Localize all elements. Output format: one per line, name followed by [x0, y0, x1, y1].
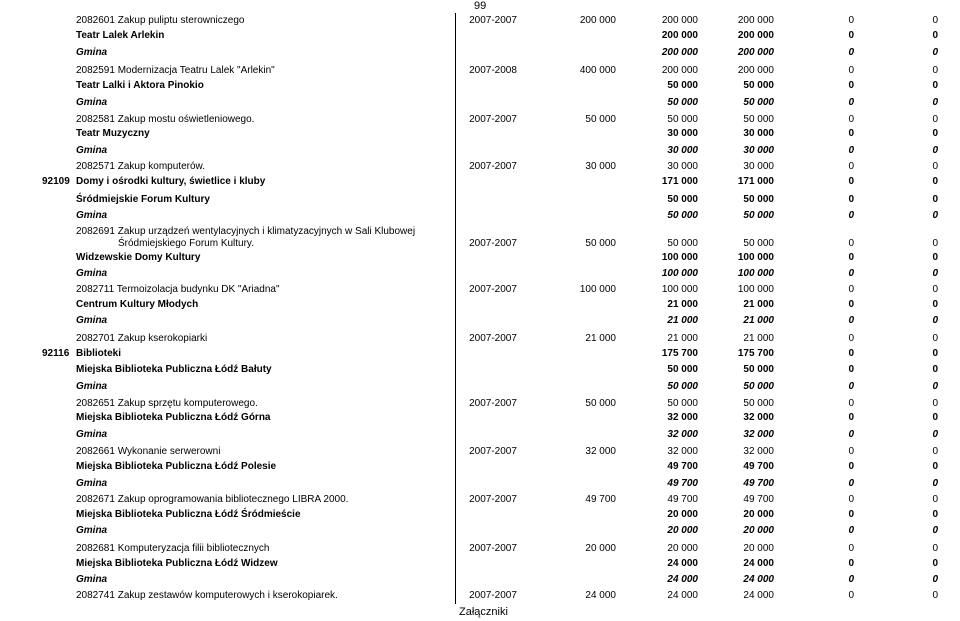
unit-row: [0, 460, 960, 474]
total-cost-cell: 200 000: [579, 15, 616, 26]
value-cell-4: 0: [932, 97, 938, 108]
value-cell-3: 0: [848, 364, 854, 375]
value-cell-2: 24 000: [743, 590, 774, 601]
value-cell-1: 24 000: [667, 558, 698, 569]
project-row: [0, 589, 960, 603]
value-cell-3: 0: [848, 47, 854, 58]
project-description: 2082701 Zakup kserokopiarki: [76, 333, 208, 344]
period-cell: 2007-2007: [469, 543, 517, 554]
value-cell-2: 50 000: [743, 97, 774, 108]
row-label: Miejska Biblioteka Publiczna Łódź Górna: [76, 412, 271, 423]
value-cell-1: 50 000: [667, 97, 698, 108]
value-cell-1: 50 000: [667, 238, 698, 249]
value-cell-4: 0: [932, 494, 938, 505]
value-cell-3: 0: [848, 176, 854, 187]
row-label: Teatr Muzyczny: [76, 128, 150, 139]
row-label: Biblioteki: [76, 348, 122, 359]
period-cell: 2007-2007: [469, 114, 517, 125]
gmina-row: [0, 477, 960, 491]
value-cell-3: 0: [848, 299, 854, 310]
value-cell-3: 0: [848, 15, 854, 26]
total-cost-cell: 49 700: [585, 494, 616, 505]
unit-row: [0, 363, 960, 377]
value-cell-3: 0: [848, 194, 854, 205]
row-label: Gmina: [76, 210, 108, 221]
gmina-row: [0, 144, 960, 158]
value-cell-4: 0: [932, 446, 938, 457]
gmina-row: [0, 46, 960, 60]
value-cell-1: 24 000: [667, 590, 698, 601]
value-cell-2: 171 000: [737, 176, 774, 187]
project-description: 2082741 Zakup zestawów komputerowych i kserokopiarek.: [76, 590, 338, 601]
value-cell-1: 50 000: [667, 80, 698, 91]
value-cell-4: 0: [932, 525, 938, 536]
project-description: 2082691 Zakup urządzeń wentylacyjnych i klimatyzacyjnych w Sali Klubowej: [76, 226, 416, 237]
row-label: Śródmiejskie Forum Kultury: [76, 194, 210, 205]
total-cost-cell: 32 000: [585, 446, 616, 457]
value-cell-3: 0: [848, 252, 854, 263]
value-cell-2: 21 000: [743, 333, 774, 344]
project-row: [0, 14, 960, 28]
value-cell-2: 24 000: [743, 574, 774, 585]
value-cell-2: 50 000: [743, 381, 774, 392]
value-cell-3: 0: [848, 478, 854, 489]
project-row: [0, 542, 960, 556]
value-cell-2: 21 000: [743, 299, 774, 310]
value-cell-4: 0: [932, 210, 938, 221]
period-cell: 2007-2007: [469, 398, 517, 409]
row-label: Teatr Lalki i Aktora Pinokio: [76, 80, 204, 91]
value-cell-2: 32 000: [743, 429, 774, 440]
total-cost-cell: 30 000: [585, 161, 616, 172]
value-cell-3: 0: [848, 525, 854, 536]
value-cell-3: 0: [848, 315, 854, 326]
section-code: 92116: [42, 348, 70, 359]
value-cell-4: 0: [932, 252, 938, 263]
value-cell-1: 171 000: [661, 176, 698, 187]
value-cell-2: 200 000: [737, 30, 774, 41]
value-cell-1: 200 000: [661, 47, 698, 58]
row-label: Gmina: [76, 525, 108, 536]
total-cost-cell: 50 000: [585, 238, 616, 249]
project-row: [0, 332, 960, 346]
project-description: 2082711 Termoizolacja budynku DK "Ariadna": [76, 284, 280, 295]
value-cell-4: 0: [932, 364, 938, 375]
value-cell-1: 100 000: [661, 268, 698, 279]
project-row: [0, 445, 960, 459]
gmina-row: [0, 267, 960, 281]
total-cost-cell: 50 000: [585, 398, 616, 409]
row-label: Gmina: [76, 268, 108, 279]
value-cell-1: 20 000: [667, 509, 698, 520]
value-cell-1: 50 000: [667, 210, 698, 221]
value-cell-3: 0: [848, 543, 854, 554]
page-footer: Załączniki: [459, 606, 508, 618]
unit-row: [0, 251, 960, 265]
section-code: 92109: [42, 176, 70, 187]
value-cell-2: 50 000: [743, 114, 774, 125]
value-cell-1: 21 000: [667, 299, 698, 310]
value-cell-3: 0: [848, 268, 854, 279]
value-cell-1: 30 000: [667, 128, 698, 139]
row-label: Gmina: [76, 478, 108, 489]
value-cell-2: 50 000: [743, 238, 774, 249]
project-row: [0, 397, 960, 411]
period-cell: 2007-2007: [469, 333, 517, 344]
value-cell-2: 49 700: [743, 461, 774, 472]
row-label: Gmina: [76, 97, 108, 108]
project-description: 2082601 Zakup puliptu sterowniczego: [76, 15, 245, 26]
period-cell: 2007-2007: [469, 161, 517, 172]
value-cell-4: 0: [932, 543, 938, 554]
total-cost-cell: 21 000: [585, 333, 616, 344]
value-cell-4: 0: [932, 268, 938, 279]
project-description: 2082591 Modernizacja Teatru Lalek "Arlekin": [76, 65, 275, 76]
value-cell-2: 20 000: [743, 509, 774, 520]
row-label: Gmina: [76, 429, 108, 440]
project-description: 2082681 Komputeryzacja filii bibliotecznych: [76, 543, 270, 554]
value-cell-3: 0: [848, 30, 854, 41]
row-label: Miejska Biblioteka Publiczna Łódź Śródmieście: [76, 509, 301, 520]
value-cell-1: 200 000: [661, 30, 698, 41]
value-cell-3: 0: [848, 494, 854, 505]
value-cell-4: 0: [932, 65, 938, 76]
project-row: [0, 160, 960, 174]
value-cell-3: 0: [848, 128, 854, 139]
value-cell-4: 0: [932, 558, 938, 569]
value-cell-1: 100 000: [661, 252, 698, 263]
value-cell-4: 0: [932, 15, 938, 26]
value-cell-4: 0: [932, 80, 938, 91]
value-cell-1: 100 000: [661, 284, 698, 295]
value-cell-2: 100 000: [737, 284, 774, 295]
value-cell-4: 0: [932, 398, 938, 409]
project-description: 2082571 Zakup komputerów.: [76, 161, 205, 172]
project-row: [0, 283, 960, 297]
unit-row: [0, 557, 960, 571]
value-cell-2: 32 000: [743, 446, 774, 457]
value-cell-4: 0: [932, 128, 938, 139]
value-cell-1: 32 000: [667, 412, 698, 423]
row-label: Centrum Kultury Młodych: [76, 299, 199, 310]
value-cell-2: 20 000: [743, 543, 774, 554]
value-cell-1: 30 000: [667, 145, 698, 156]
total-cost-cell: 24 000: [585, 590, 616, 601]
value-cell-3: 0: [848, 590, 854, 601]
value-cell-3: 0: [848, 114, 854, 125]
gmina-row: [0, 209, 960, 223]
gmina-row: [0, 573, 960, 587]
value-cell-1: 21 000: [667, 315, 698, 326]
unit-row: [0, 29, 960, 43]
value-cell-3: 0: [848, 381, 854, 392]
project-row: [0, 113, 960, 127]
project-row: [0, 225, 960, 253]
period-cell: 2007-2007: [469, 238, 517, 249]
value-cell-4: 0: [932, 145, 938, 156]
value-cell-3: 0: [848, 446, 854, 457]
value-cell-1: 24 000: [667, 574, 698, 585]
project-row: [0, 493, 960, 507]
value-cell-2: 200 000: [737, 65, 774, 76]
value-cell-4: 0: [932, 348, 938, 359]
value-cell-4: 0: [932, 30, 938, 41]
row-label: Widzewskie Domy Kultury: [76, 252, 201, 263]
value-cell-2: 50 000: [743, 398, 774, 409]
gmina-row: [0, 428, 960, 442]
period-cell: 2007-2007: [469, 15, 517, 26]
value-cell-2: 24 000: [743, 558, 774, 569]
value-cell-4: 0: [932, 284, 938, 295]
row-label: Miejska Biblioteka Publiczna Łódź Widzew: [76, 558, 278, 569]
value-cell-3: 0: [848, 509, 854, 520]
value-cell-2: 49 700: [743, 494, 774, 505]
row-label: Miejska Biblioteka Publiczna Łódź Polesie: [76, 461, 277, 472]
value-cell-3: 0: [848, 97, 854, 108]
period-cell: 2007-2007: [469, 284, 517, 295]
value-cell-4: 0: [932, 574, 938, 585]
row-label: Gmina: [76, 315, 108, 326]
value-cell-4: 0: [932, 194, 938, 205]
value-cell-2: 30 000: [743, 128, 774, 139]
period-cell: 2007-2007: [469, 590, 517, 601]
value-cell-1: 50 000: [667, 398, 698, 409]
value-cell-1: 20 000: [667, 543, 698, 554]
value-cell-4: 0: [932, 299, 938, 310]
total-cost-cell: 50 000: [585, 114, 616, 125]
value-cell-4: 0: [932, 381, 938, 392]
value-cell-4: 0: [932, 47, 938, 58]
row-label: Gmina: [76, 47, 108, 58]
value-cell-2: 49 700: [743, 478, 774, 489]
value-cell-2: 200 000: [737, 47, 774, 58]
value-cell-2: 50 000: [743, 194, 774, 205]
value-cell-3: 0: [848, 574, 854, 585]
value-cell-3: 0: [848, 398, 854, 409]
row-label: Gmina: [76, 381, 108, 392]
value-cell-3: 0: [848, 461, 854, 472]
unit-row: [0, 193, 960, 207]
period-cell: 2007-2007: [469, 446, 517, 457]
page-number: 99: [474, 0, 487, 12]
value-cell-3: 0: [848, 145, 854, 156]
value-cell-3: 0: [848, 348, 854, 359]
value-cell-1: 50 000: [667, 114, 698, 125]
value-cell-2: 175 700: [737, 348, 774, 359]
value-cell-1: 49 700: [667, 478, 698, 489]
value-cell-4: 0: [932, 238, 938, 249]
value-cell-1: 200 000: [661, 65, 698, 76]
value-cell-1: 50 000: [667, 381, 698, 392]
value-cell-1: 50 000: [667, 194, 698, 205]
value-cell-2: 32 000: [743, 412, 774, 423]
value-cell-2: 100 000: [737, 252, 774, 263]
value-cell-3: 0: [848, 210, 854, 221]
value-cell-4: 0: [932, 509, 938, 520]
value-cell-3: 0: [848, 429, 854, 440]
value-cell-2: 30 000: [743, 145, 774, 156]
value-cell-4: 0: [932, 333, 938, 344]
row-label: Teatr Lalek Arlekin: [76, 30, 165, 41]
value-cell-3: 0: [848, 284, 854, 295]
value-cell-2: 21 000: [743, 315, 774, 326]
value-cell-2: 20 000: [743, 525, 774, 536]
project-description: 2082661 Wykonanie serwerowni: [76, 446, 221, 457]
gmina-row: [0, 380, 960, 394]
value-cell-1: 21 000: [667, 333, 698, 344]
value-cell-4: 0: [932, 114, 938, 125]
value-cell-4: 0: [932, 590, 938, 601]
row-label: Gmina: [76, 574, 108, 585]
section-row: [0, 175, 960, 189]
value-cell-2: 100 000: [737, 268, 774, 279]
gmina-row: [0, 96, 960, 110]
value-cell-4: 0: [932, 176, 938, 187]
value-cell-2: 50 000: [743, 80, 774, 91]
period-cell: 2007-2008: [469, 65, 517, 76]
row-label: Gmina: [76, 145, 108, 156]
value-cell-3: 0: [848, 558, 854, 569]
value-cell-2: 30 000: [743, 161, 774, 172]
value-cell-3: 0: [848, 412, 854, 423]
value-cell-3: 0: [848, 161, 854, 172]
value-cell-1: 200 000: [661, 15, 698, 26]
value-cell-3: 0: [848, 80, 854, 91]
value-cell-3: 0: [848, 333, 854, 344]
value-cell-4: 0: [932, 461, 938, 472]
value-cell-1: 30 000: [667, 161, 698, 172]
value-cell-4: 0: [932, 478, 938, 489]
total-cost-cell: 400 000: [579, 65, 616, 76]
value-cell-1: 50 000: [667, 364, 698, 375]
section-row: [0, 347, 960, 361]
value-cell-3: 0: [848, 238, 854, 249]
unit-row: [0, 298, 960, 312]
value-cell-4: 0: [932, 412, 938, 423]
row-label: Miejska Biblioteka Publiczna Łódź Bałuty: [76, 364, 272, 375]
unit-row: [0, 79, 960, 93]
value-cell-4: 0: [932, 429, 938, 440]
value-cell-1: 32 000: [667, 429, 698, 440]
row-label: Domy i ośrodki kultury, świetlice i kluby: [76, 176, 266, 187]
value-cell-4: 0: [932, 161, 938, 172]
value-cell-1: 49 700: [667, 461, 698, 472]
total-cost-cell: 100 000: [579, 284, 616, 295]
value-cell-2: 200 000: [737, 15, 774, 26]
unit-row: [0, 411, 960, 425]
unit-row: [0, 508, 960, 522]
value-cell-1: 32 000: [667, 446, 698, 457]
project-row: [0, 64, 960, 78]
project-description: 2082581 Zakup mostu oświetleniowego.: [76, 114, 255, 125]
total-cost-cell: 20 000: [585, 543, 616, 554]
gmina-row: [0, 524, 960, 538]
value-cell-4: 0: [932, 315, 938, 326]
project-description: 2082671 Zakup oprogramowania bibliotecznego LIBRA 2000.: [76, 494, 349, 505]
value-cell-2: 50 000: [743, 364, 774, 375]
period-cell: 2007-2007: [469, 494, 517, 505]
project-description-continued: Śródmiejskiego Forum Kultury.: [118, 238, 254, 249]
project-description: 2082651 Zakup sprzętu komputerowego.: [76, 398, 258, 409]
value-cell-1: 175 700: [661, 348, 698, 359]
value-cell-3: 0: [848, 65, 854, 76]
value-cell-1: 20 000: [667, 525, 698, 536]
value-cell-1: 49 700: [667, 494, 698, 505]
gmina-row: [0, 314, 960, 328]
value-cell-2: 50 000: [743, 210, 774, 221]
unit-row: [0, 127, 960, 141]
